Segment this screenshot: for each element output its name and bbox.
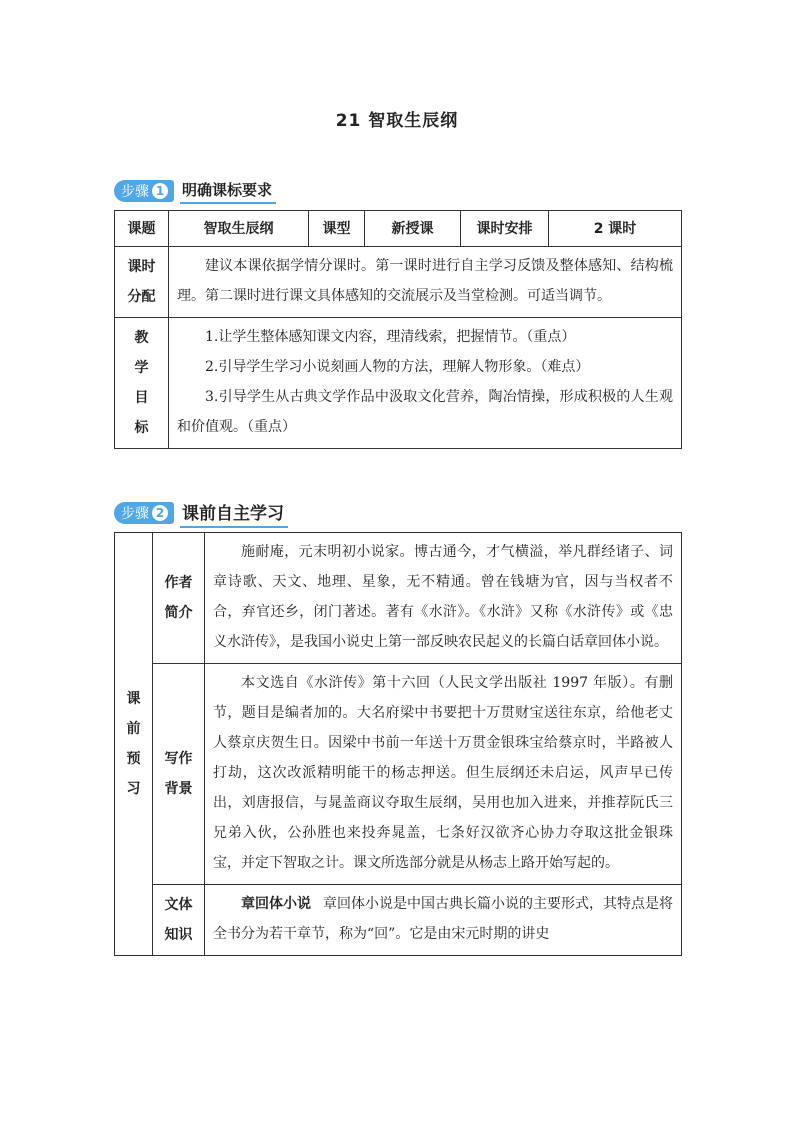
allocation-label-line: 分配 — [127, 289, 156, 305]
step-2-header — [114, 500, 288, 526]
step-2-number-icon: 2 — [152, 505, 168, 521]
step-1-number-icon: 1 — [152, 183, 168, 199]
background-label — [153, 664, 205, 885]
allocation-label — [115, 247, 169, 318]
genre-keyword: 章回体小说 — [241, 896, 311, 912]
section-label-char: 课 — [126, 691, 141, 707]
background-label-line: 背景 — [164, 781, 193, 797]
lesson-value: 智取生辰纲 — [169, 211, 309, 247]
lesson-label: 课题 — [115, 211, 169, 247]
preview-table — [114, 532, 682, 956]
genre-body: 章回体小说是中国古典长篇小说的主要形式，其特点是将全书分为若干章节，称为“回”。它是由宋元时期的讲史 — [213, 896, 673, 942]
author-label — [153, 533, 205, 664]
goal-item: 2.引导学生学习小说刻画人物的方法，理解人物形象。（难点） — [205, 359, 590, 375]
step-2-badge-label: 步骤 — [121, 506, 149, 522]
goals-label-char: 标 — [134, 420, 149, 436]
goals-label-char: 学 — [134, 360, 149, 376]
genre-label-line: 文体 — [164, 897, 193, 913]
goals-label-char: 教 — [134, 330, 149, 346]
section-label-char: 前 — [126, 721, 141, 737]
background-text — [205, 664, 682, 885]
goals-label — [115, 318, 169, 449]
author-label-line: 作者 — [164, 575, 193, 591]
allocation-paragraph: 建议本课依据学情分课时。第一课时进行自主学习反馈及整体感知、结构梳理。第二课时进行课文具体感知的交流展示及当堂检测。可适当调节。 — [177, 258, 673, 304]
step-2-badge — [114, 502, 174, 524]
goals-text — [169, 318, 682, 449]
goals-label-char: 目 — [134, 390, 149, 406]
step-1-badge — [114, 180, 174, 202]
type-label: 课型 — [309, 211, 365, 247]
goal-item: 1.让学生整体感知课文内容，理清线索，把握情节。（重点） — [205, 329, 576, 345]
author-text — [205, 533, 682, 664]
schedule-value: 2 课时 — [549, 211, 682, 247]
allocation-label-line: 课时 — [127, 259, 156, 275]
schedule-label: 课时安排 — [461, 211, 549, 247]
author-paragraph: 施耐庵，元末明初小说家。博古通今，才气横溢，举凡群经诸子、词章诗歌、天文、地理、星象，无不精通。曾在钱塘为官，因与当权者不合，弃官还乡，闭门著述。著有《水浒》。《水浒》又称《水浒传》或《忠义水浒传》，是我国小说史上第一部反映农民起义的长篇白话章回体小说。 — [213, 544, 673, 650]
step-1-header — [114, 178, 276, 204]
step-1-title: 明确课标要求 — [180, 179, 276, 204]
curriculum-table — [114, 210, 682, 449]
preview-section-label — [115, 533, 153, 956]
genre-label — [153, 885, 205, 956]
genre-text — [205, 885, 682, 956]
genre-label-line: 知识 — [164, 927, 193, 943]
type-value: 新授课 — [365, 211, 461, 247]
section-label-char: 预 — [126, 751, 141, 767]
step-1-badge-label: 步骤 — [121, 184, 149, 200]
section-label-char: 习 — [126, 781, 141, 797]
genre-paragraph — [213, 889, 673, 949]
background-label-line: 写作 — [164, 751, 193, 767]
author-label-line: 简介 — [164, 605, 193, 621]
step-2-title: 课前自主学习 — [180, 499, 288, 528]
goal-item: 3.引导学生从古典文学作品中汲取文化营养，陶冶情操，形成积极的人生观和价值观。（重点） — [177, 389, 673, 435]
background-paragraph: 本文选自《水浒传》第十六回（人民文学出版社 1997 年版）。有删节，题目是编者加的。大名府梁中书要把十万贯财宝送往东京，给他老丈人蔡京庆贺生日。因梁中书前一年送十万贯金银珠宝给蔡京时，半路被人打劫，这次改派精明能干的杨志押送。但生辰纲还未启运，风声早已传出，刘唐报信，与晁盖商议夺取生辰纲，吴用也加入进来，并推荐阮氏三兄弟入伙，公孙胜也来投奔晁盖，七条好汉欲齐心协力夺取这批金银珠宝，并定下智取之计。课文所选部分就是从杨志上路开始写起的。 — [213, 675, 673, 871]
allocation-text — [169, 247, 682, 318]
page-title: 21 智取生辰纲 — [335, 111, 459, 131]
